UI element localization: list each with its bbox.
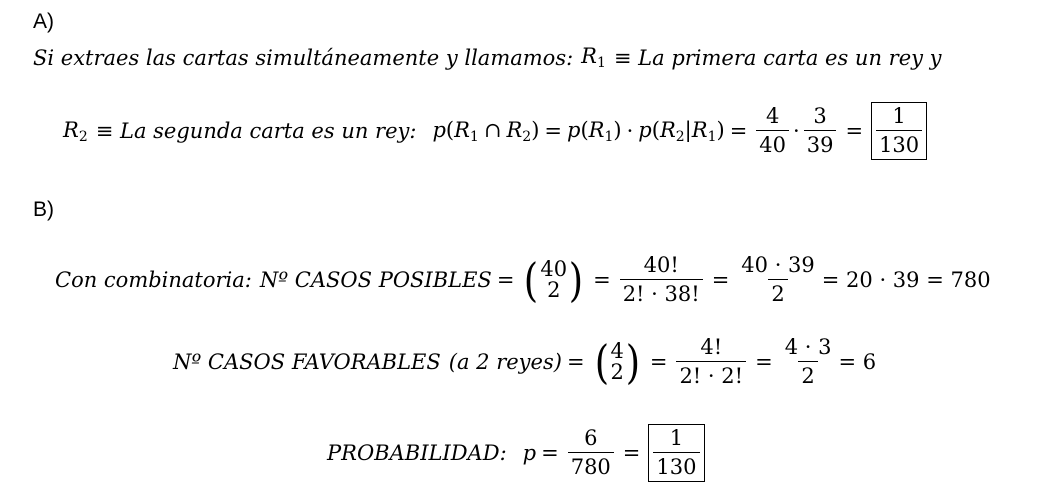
intro-text: Si extraes las cartas simultáneamente y llamamos: [33, 45, 574, 70]
result-box-a: $\frac{1}{130}$ [871, 102, 927, 160]
intersection-probability: $p(R_1$ ∩ $R_2$) [432, 117, 540, 145]
combinatoria-label: Con combinatoria: [55, 268, 252, 292]
probabilidad-label: PROBABILIDAD: [327, 441, 507, 465]
line-b3: PROBABILIDAD: p = $\frac{6}{780}$ = $\frac{1}{130}$ [327, 424, 705, 482]
section-b-label: B) [33, 198, 54, 221]
p-r2-given-r1: $p(R_2|R_1)$ [638, 117, 725, 145]
line-a1 [33, 44, 942, 71]
r1-symbol: $R_1$ [581, 44, 606, 71]
result-box-b: $\frac{1}{130}$ [648, 424, 704, 482]
fraction-40x39: $\frac{40 \cdot 39}{2}$ [741, 253, 815, 306]
casos-favorables-result: = 6 [838, 350, 877, 374]
section-a-label: A) [33, 10, 54, 33]
casos-posibles-label: Nº CASOS POSIBLES [259, 268, 492, 292]
r2-symbol: $R_2$ [63, 117, 88, 145]
p-r1: $p(R_1)$ [567, 117, 622, 145]
fraction-4-40: $\frac{4}{40}$ [756, 106, 789, 156]
fraction-3-39: $\frac{3}{39}$ [804, 106, 837, 156]
r1-definition: ≡ La primera carta es un rey y [613, 45, 942, 70]
binomial-40-2: ( 40 2 ) [524, 253, 584, 307]
fraction-4x3: $\frac{4 \cdot 3}{2}$ [784, 335, 832, 388]
r2-definition: ≡ La segunda carta es un rey: [95, 119, 417, 143]
casos-posibles-result: = 20 · 39 = 780 [821, 268, 991, 292]
casos-favorables-label: Nº CASOS FAVORABLES [173, 350, 441, 374]
fraction-4fact: $\frac{4!}{2! \cdot 2!}$ [676, 337, 746, 387]
line-a2: $R_2$ ≡ La segunda carta es un rey: $p(R_1$ ∩ $R_2$) = $p(R_1)$ · $p(R_2|R_1)$ = $\frac{4}{40}$ · $\frac{3}{39}$ = $\frac{1}{130}$ [63, 102, 927, 160]
casos-favorables-paren: (a 2 reyes) [448, 350, 562, 374]
p-symbol: p [522, 441, 537, 465]
line-b1: Con combinatoria: Nº CASOS POSIBLES = ( 40 2 ) = $\frac{40!}{2! \cdot 38!}$ = $\frac{40 \cdot 39}{2}$ = 20 · 39 = 780 [55, 253, 991, 307]
fraction-40fact: $\frac{40!}{2! \cdot 38!}$ [620, 255, 703, 305]
fraction-6-780: $\frac{6}{780}$ [568, 428, 614, 478]
binomial-4-2: ( 4 2 ) [594, 335, 641, 389]
line-b2: Nº CASOS FAVORABLES (a 2 reyes) = ( 4 2 ) = $\frac{4!}{2! \cdot 2!}$ = $\frac{4 \cdot 3}{2}$ = 6 [173, 335, 877, 389]
